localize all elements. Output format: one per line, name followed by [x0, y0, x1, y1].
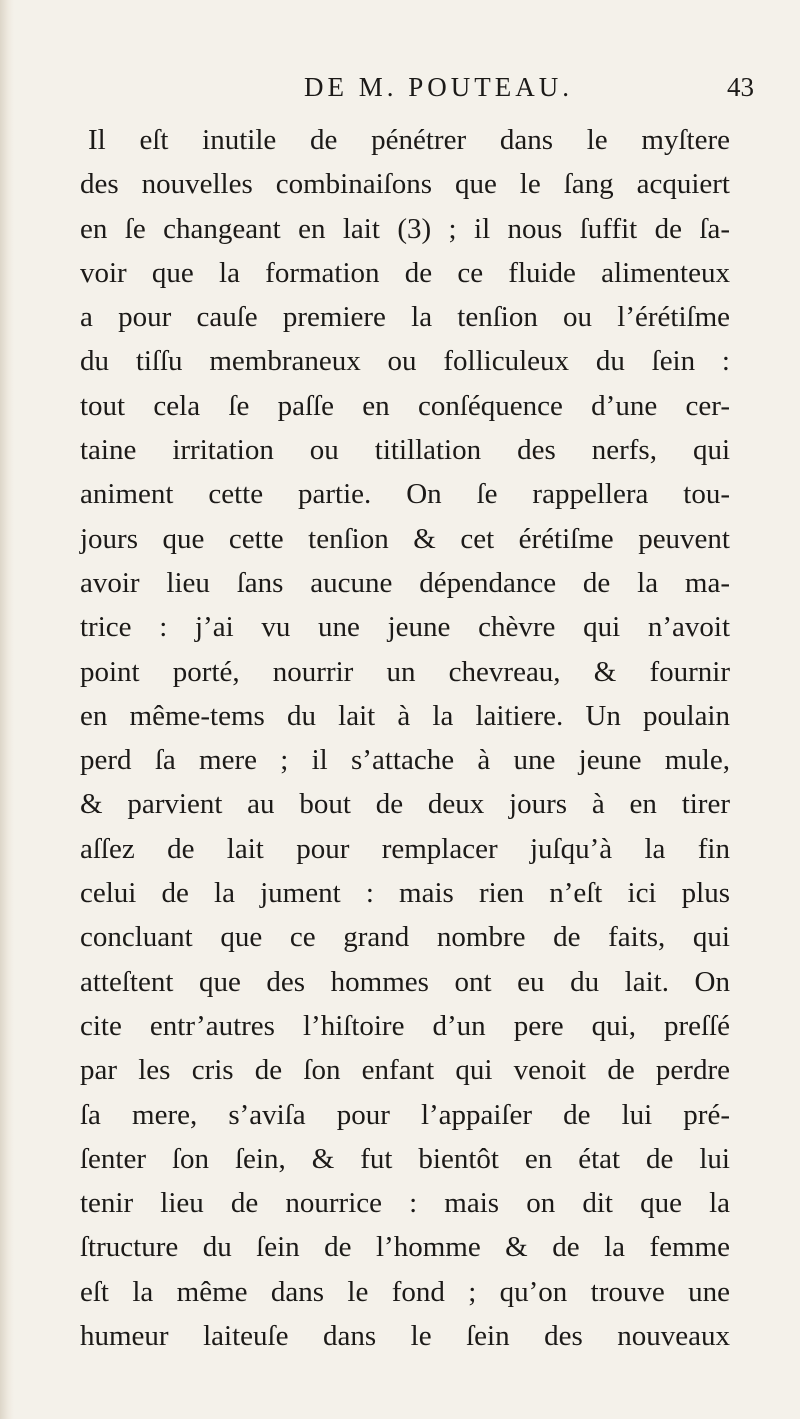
- text-line: par les cris de ſon enfant qui venoit de perdre: [80, 1054, 730, 1087]
- text-line: en ſe changeant en lait (3) ; il nous ſuffit de ſa-: [80, 212, 730, 245]
- text-line: Il eſt inutile de pénétrer dans le myſtere: [88, 124, 730, 156]
- text-line: humeur laiteuſe dans le ſein des nouveaux: [80, 1320, 730, 1353]
- text-line: & parvient au bout de deux jours à en tirer: [80, 788, 730, 821]
- text-line: jours que cette tenſion & cet érétiſme peuvent: [80, 522, 730, 555]
- text-line: tenir lieu de nourrice : mais on dit que la: [80, 1187, 730, 1220]
- text-line: point porté, nourrir un chevreau, & fournir: [80, 655, 730, 688]
- text-line: ſenter ſon ſein, & fut bientôt en état de lui: [80, 1142, 730, 1175]
- text-line: taine irritation ou titillation des nerfs, qui: [80, 434, 730, 467]
- text-line: en même-tems du lait à la laitiere. Un poulain: [80, 699, 730, 732]
- text-line: ſtructure du ſein de l’homme & de la femme: [80, 1231, 730, 1264]
- text-line: animent cette partie. On ſe rappellera tou-: [80, 478, 730, 511]
- text-line: a pour cauſe premiere la tenſion ou l’érétiſme: [80, 301, 730, 334]
- text-line: des nouvelles combinaiſons que le ſang acquiert: [80, 168, 730, 201]
- text-line: concluant que ce grand nombre de faits, qui: [80, 921, 730, 954]
- text-line: atteſtent que des hommes ont eu du lait. On: [80, 965, 730, 998]
- body-text: [80, 118, 730, 1358]
- text-line: cite entr’autres l’hiſtoire d’un pere qui, preſſé: [80, 1009, 730, 1042]
- text-line: celui de la jument : mais rien n’eſt ici plus: [80, 877, 730, 910]
- text-line: voir que la formation de ce fluide alimenteux: [80, 256, 730, 289]
- text-line: trice : j’ai vu une jeune chèvre qui n’avoit: [80, 611, 730, 644]
- page-gutter-shadow: [0, 0, 14, 1419]
- page-number: 43: [727, 72, 754, 102]
- text-line: ſa mere, s’aviſa pour l’appaiſer de lui pré-: [80, 1098, 730, 1131]
- text-line: perd ſa mere ; il s’attache à une jeune mule,: [80, 744, 730, 777]
- text-line: avoir lieu ſans aucune dépendance de la ma-: [80, 566, 730, 599]
- text-line: du tiſſu membraneux ou folliculeux du ſein :: [80, 345, 730, 378]
- running-head: [0, 72, 800, 112]
- text-line: eſt la même dans le fond ; qu’on trouve une: [80, 1275, 730, 1308]
- text-line: tout cela ſe paſſe en conſéquence d’une cer-: [80, 389, 730, 422]
- text-line: aſſez de lait pour remplacer juſqu’à la fin: [80, 832, 730, 865]
- running-title: DE M. POUTEAU.: [304, 72, 573, 102]
